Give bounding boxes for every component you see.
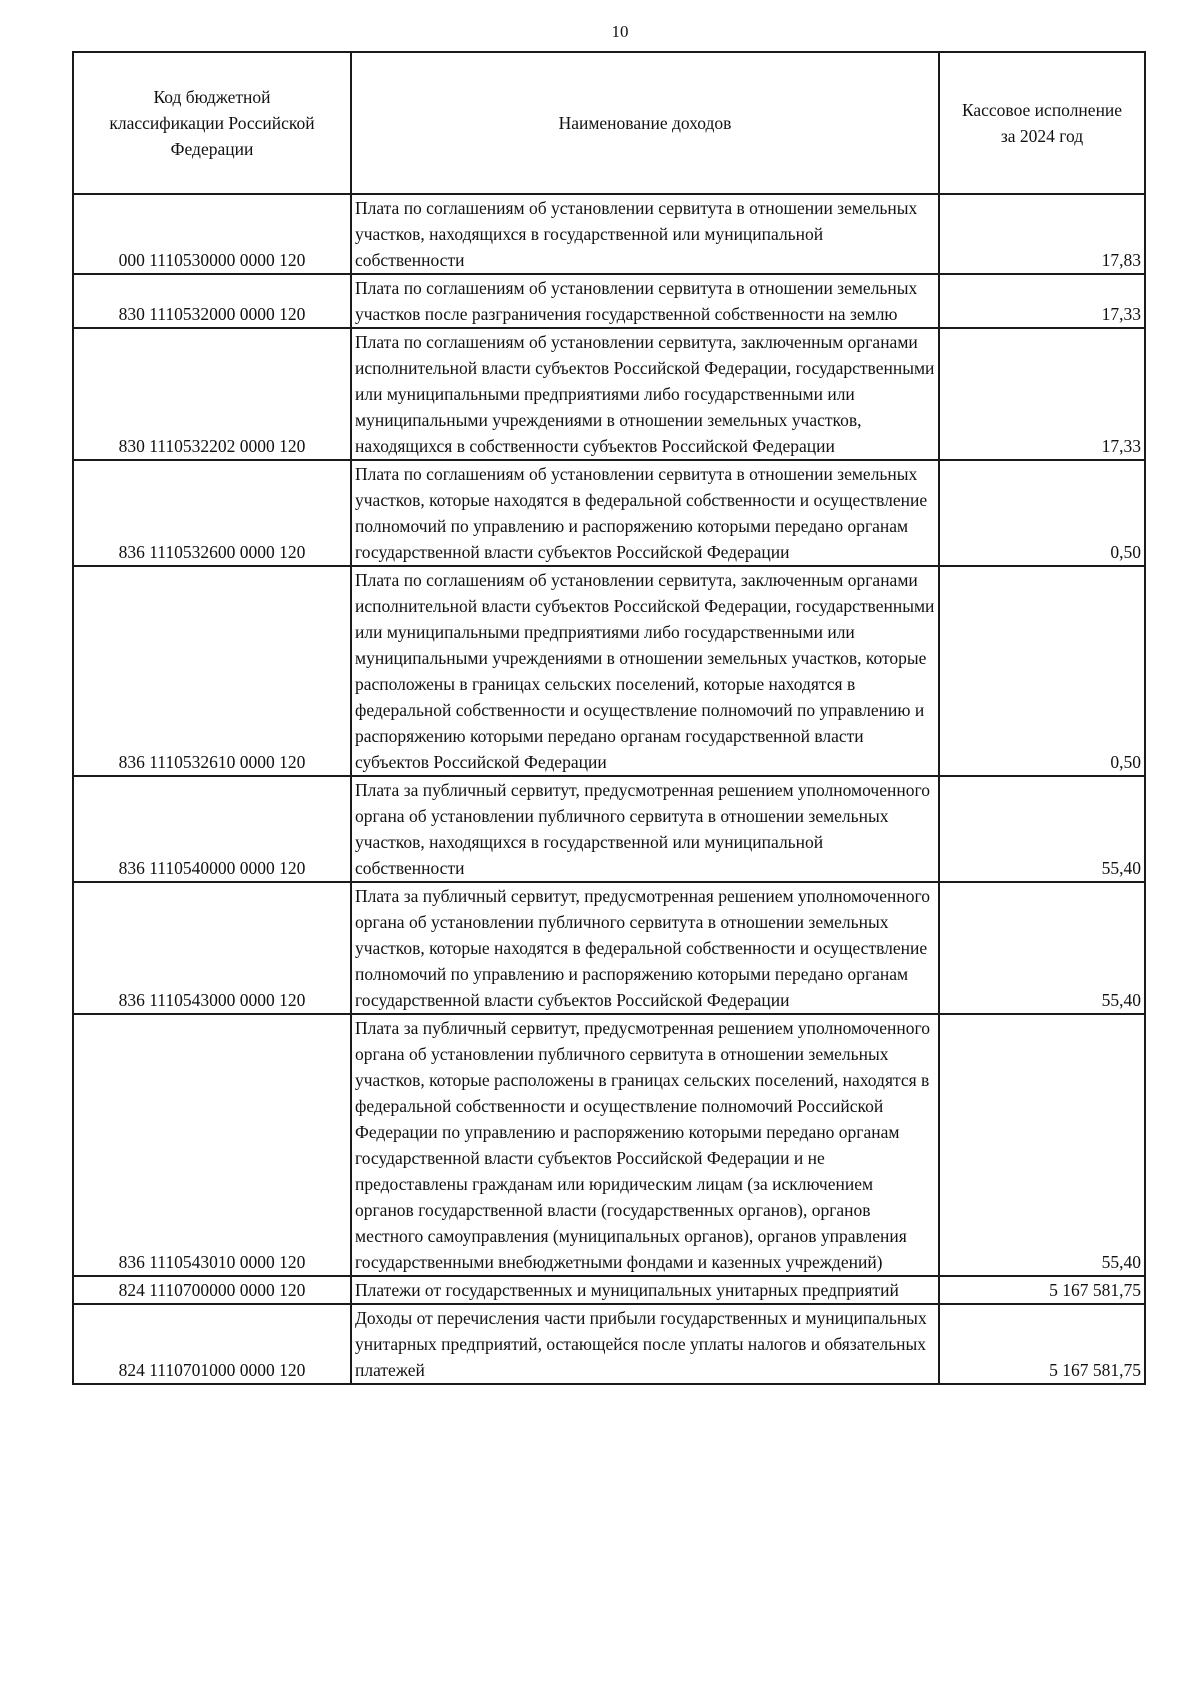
- row-name: Плата за публичный сервитут, предусмотренная решением уполномоченного органа об установлении публичного сервитута в отношении земельных участков, находящихся в государственной или муниципальной собственности: [351, 776, 939, 882]
- table-row: [73, 460, 1145, 566]
- table-row: [73, 194, 1145, 274]
- row-code: 836 1110532600 0000 120: [73, 460, 351, 566]
- row-name: Плата за публичный сервитут, предусмотренная решением уполномоченного органа об установлении публичного сервитута в отношении земельных участков, которые расположены в границах сельских поселений, находятся в федеральной собственности и осуществление полномочий Российской Федерации по управлению и распоряжению которыми передано органам государственной власти субъектов Российской Федерации и не предоставлены гражданам или юридическим лицам (за исключением органов государственной власти (государственных органов), органов местного самоуправления (муниципальных органов), органов управления государственными внебюджетными фондами и казенных учреждений): [351, 1014, 939, 1276]
- row-code: 824 1110700000 0000 120: [73, 1276, 351, 1304]
- row-code: 836 1110543010 0000 120: [73, 1014, 351, 1276]
- row-amount: 5 167 581,75: [939, 1304, 1145, 1384]
- table-row: [73, 328, 1145, 460]
- row-amount: 55,40: [939, 882, 1145, 1014]
- row-code: 000 1110530000 0000 120: [73, 194, 351, 274]
- table-row: [73, 882, 1145, 1014]
- row-amount: 17,33: [939, 328, 1145, 460]
- row-name: Плата по соглашениям об установлении сервитута, заключенным органами исполнительной власти субъектов Российской Федерации, государственными или муниципальными предприятиями либо государственными или муниципальными учреждениями в отношении земельных участков, которые расположены в границах сельских поселений, которые находятся в федеральной собственности и осуществление полномочий по управлению и распоряжению которыми передано органам государственной власти субъектов Российской Федерации: [351, 566, 939, 776]
- row-name: Плата по соглашениям об установлении сервитута в отношении земельных участков после разграничения государственной собственности на землю: [351, 274, 939, 328]
- table-row: [73, 1014, 1145, 1276]
- row-code: 830 1110532202 0000 120: [73, 328, 351, 460]
- header-name: Наименование доходов: [351, 52, 939, 194]
- row-amount: 55,40: [939, 1014, 1145, 1276]
- page-number: 10: [611, 22, 629, 41]
- row-code: 824 1110701000 0000 120: [73, 1304, 351, 1384]
- header-code-line: Федерации: [170, 139, 254, 159]
- row-amount: 0,50: [939, 460, 1145, 566]
- row-code: 836 1110540000 0000 120: [73, 776, 351, 882]
- row-name: Платежи от государственных и муниципальных унитарных предприятий: [351, 1276, 939, 1304]
- row-amount: 17,33: [939, 274, 1145, 328]
- row-code: 836 1110532610 0000 120: [73, 566, 351, 776]
- row-amount: 55,40: [939, 776, 1145, 882]
- revenue-table: [72, 51, 1146, 1385]
- header-code-line: Код бюджетной: [153, 87, 271, 107]
- table-row: [73, 1304, 1145, 1384]
- row-name: Плата по соглашениям об установлении сервитута в отношении земельных участков, находящихся в государственной или муниципальной собственности: [351, 194, 939, 274]
- header-code: [73, 52, 351, 194]
- row-name: Доходы от перечисления части прибыли государственных и муниципальных унитарных предприятий, остающейся после уплаты налогов и обязательных платежей: [351, 1304, 939, 1384]
- table-row: [73, 776, 1145, 882]
- row-name: Плата по соглашениям об установлении сервитута, заключенным органами исполнительной власти субъектов Российской Федерации, государственными или муниципальными предприятиями либо государственными или муниципальными учреждениями в отношении земельных участков, находящихся в собственности субъектов Российской Федерации: [351, 328, 939, 460]
- header-amount-line: за 2024 год: [1000, 126, 1084, 146]
- row-amount: 5 167 581,75: [939, 1276, 1145, 1304]
- table-row: [73, 1276, 1145, 1304]
- row-name: Плата по соглашениям об установлении сервитута в отношении земельных участков, которые находятся в федеральной собственности и осуществление полномочий по управлению и распоряжению которыми передано органам государственной власти субъектов Российской Федерации: [351, 460, 939, 566]
- header-amount-line: Кассовое исполнение: [961, 100, 1123, 120]
- table-header-row: [73, 52, 1145, 194]
- row-name: Плата за публичный сервитут, предусмотренная решением уполномоченного органа об установлении публичного сервитута в отношении земельных участков, которые находятся в федеральной собственности и осуществление полномочий по управлению и распоряжению которыми передано органам государственной власти субъектов Российской Федерации: [351, 882, 939, 1014]
- row-amount: 0,50: [939, 566, 1145, 776]
- row-code: 836 1110543000 0000 120: [73, 882, 351, 1014]
- header-code-line: классификации Российской: [109, 113, 315, 133]
- row-amount: 17,83: [939, 194, 1145, 274]
- header-amount: [939, 52, 1145, 194]
- row-code: 830 1110532000 0000 120: [73, 274, 351, 328]
- table-row: [73, 274, 1145, 328]
- table-row: [73, 566, 1145, 776]
